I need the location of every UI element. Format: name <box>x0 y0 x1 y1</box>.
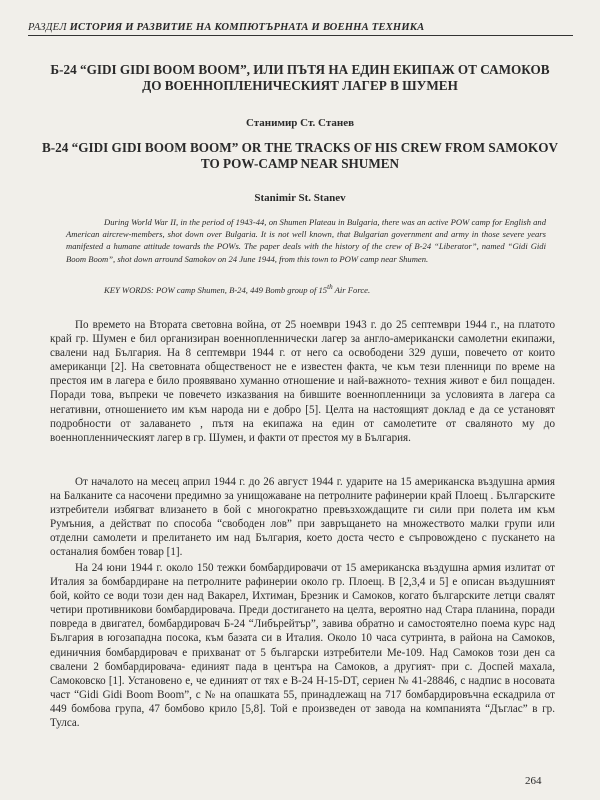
keywords-superscript: th <box>327 283 333 291</box>
author-bulgarian: Станимир Ст. Станев <box>245 117 355 129</box>
keywords-text: KEY WORDS: POW camp Shumen, B-24, 449 Bomb group of 15 <box>104 284 328 295</box>
author-english: Stanimir St. Stanev <box>254 192 346 204</box>
title-english: B-24 “GIDI GIDI BOOM BOOM” OR THE TRACKS OF HIS CREW FROM SAMOKOV TO POW-CAMP NEAR SHUMEN <box>41 140 559 171</box>
title-bulgarian: Б-24 “GIDI GIDI BOOM BOOM”, ИЛИ ПЪТЯ НА ЕДИН ЕКИПАЖ ОТ САМОКОВ ДО ВОЕННОПЛЕНИЧЕСКИЯТ ЛАГЕР В ШУМЕН <box>50 62 550 93</box>
body-paragraph-1: По времето на Втората световна война, от 25 ноември 1943 г. до 25 септември 1944 г., на платото край гр. Шумен е бил организиран военнопленнически лагер за англо-американски самолетни екипажи, свалени над България. На 8 септември 1944 г. от него са освободени 329 души, повечето от които американци [2]. На световната общественост не е известен факта, че към тези пленници по време на престоя им в лагера е било проявявано хуманно отношение и най-важното- техния живот е бил пощаден. Поради това, въпреки че повечето изказвания на бившите военнопленници за условията в лагера са негативни, отношението им към народа ни е добро [5]. Целта на настоящият доклад е да се установят подробности от залаването , пътя на екипажа на един от самолетите от сваляното му до военнопленническият лагер в гр. Шумен, и факти от престоя му в България. <box>50 319 555 444</box>
body-paragraph-2: От началото на месец април 1944 г. до 26 август 1944 г. ударите на 15 американска въздушна армия на Балканите са насочени предимно за унищожаване на петролните рафинерии край Плоещ . Българските изтребители избягват влизането в бой с многократно превъзхождащите ги сили при полета им към Румъния, а действат по способа “свободен лов” при завръщането на множеството малки групи или отделни самолети и прелитането им над България, което доста често е съпровождено с пускането на останалия бомбен товар [1]. <box>50 476 555 559</box>
keywords <box>104 283 544 295</box>
section-title: ИСТОРИЯ И РАЗВИТИЕ НА КОМПЮТЪРНАТА И ВОЕННА ТЕХНИКА <box>69 22 425 33</box>
section-label: РАЗДЕЛ <box>28 22 67 33</box>
keywords-tail: Air Force. <box>332 284 371 295</box>
page-number: 264 <box>525 775 542 787</box>
section-header <box>28 22 573 36</box>
body-paragraph-3: На 24 юни 1944 г. около 150 тежки бомбардировачи от 15 американска въздушна армия излитат от Италия за бомбардиране на петролните рафинерии около гр. Плоещ. В [2,3,4 и 5] е описан въздушният бой, който се води този ден над Вакарел, Ихтиман, Брезник и Самоков, когато българските летци свалят четири противникови бомбардировача. Преди достигането на целта, вероятно над Стара планина, поради повреда в двигател, бомбардировач Б-24 “Либърейтър”, завива обратно и самостоятелно поема курс над България в югозападна посока, към базата си в Италия. Около 10 часа сутринта, в района на Самоков, единичния бомбардировач е прихванат от 5 български изтребители Ме-109. Над Самоков този ден са свалени 2 бомбардировача- единият пада в центъра на Самоков, а другият- при с. Доспей махала, Самоковско [1]. Установено е, че единият от тях е B-24 H-15-DT, сериен № 41-28846, с надпис в носовата част “Gidi Gidi Boom Boom”, с № на опашката 55, принадлежащ на 717 бомбардировъчна ескадрила от 449 бомбова група, 47 бомбово крило [5,8]. Той е произведен от завода на компанията “Дъглас” в гр. Тулса. <box>50 562 555 730</box>
abstract: During World War II, in the period of 1943-44, on Shumen Plateau in Bulgaria, there was an active POW camp for English and American aircrew-members, shot down over Bulgaria. It is not well known, that Bulgarian government and army in those severe years manifested a humane attitude towards the POWs. The paper deals with the history of the crew of B-24 “Liberator”, named “Gidi Gidi Boom Boom”, shot down arround Samokov on 24 June 1944, from this town to POW camp near Shumen. <box>66 217 546 264</box>
